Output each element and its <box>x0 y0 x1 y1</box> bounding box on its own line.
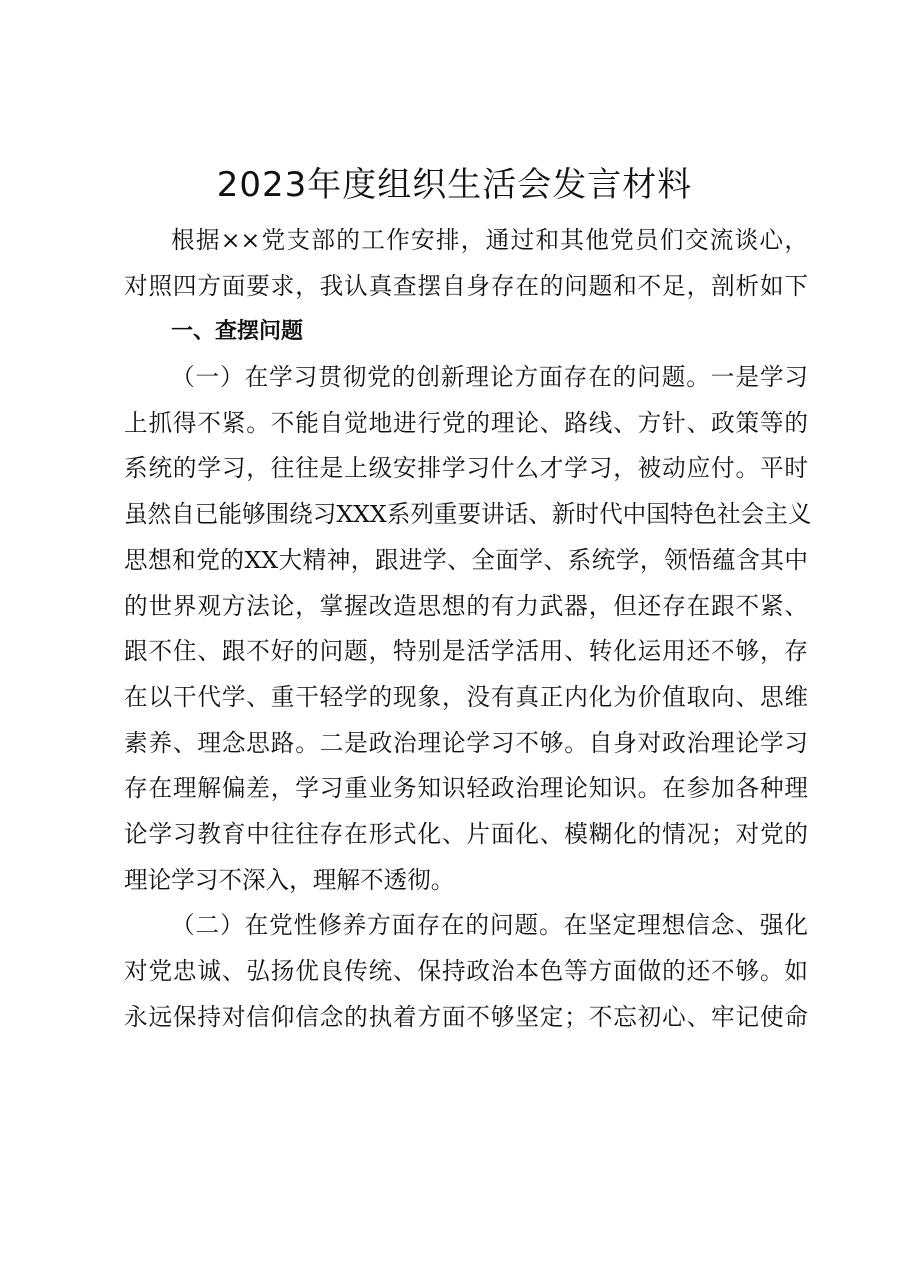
paragraph-line: 理论学习不深入，理解不透彻。 <box>124 865 455 894</box>
paragraph-line: （二）在党性修养方面存在的问题。在坚定理想信念、强化 <box>171 911 808 940</box>
document-title: 2023年度组织生活会发言材料 <box>216 165 693 205</box>
paragraph-line: 跟不住、跟不好的问题，特别是活学活用、转化运用还不够，存 <box>124 637 808 666</box>
intro-line: 对照四方面要求，我认真查摆自身存在的问题和不足，剖析如下 <box>124 271 808 300</box>
paragraph-line: 在以干代学、重干轻学的现象，没有真正内化为价值取向、思维 <box>124 682 808 711</box>
paragraph-line: 虽然自已能够围绕习XXX系列重要讲话、新时代中国特色社会主义 <box>124 500 812 529</box>
document-body <box>124 218 812 1040</box>
intro-line: 根据××党支部的工作安排，通过和其他党员们交流谈心， <box>171 226 808 254</box>
paragraph-line: 对党忠诚、弘扬优良传统、保持政治本色等方面做的还不够。如 <box>124 957 808 985</box>
paragraph-line: 论学习教育中往往存在形式化、片面化、模糊化的情况；对党的 <box>124 819 808 848</box>
paragraph-line: 的世界观方法论，掌握改造思想的有力武器，但还存在跟不紧、 <box>124 591 808 620</box>
paragraph-line: 上抓得不紧。不能自觉地进行党的理论、路线、方针、政策等的 <box>124 408 808 437</box>
paragraph-line: 思想和党的XX大精神，跟进学、全面学、系统学，领悟蕴含其中 <box>124 545 808 574</box>
paragraph-line: 存在理解偏差，学习重业务知识轻政治理论知识。在参加各种理 <box>124 774 808 803</box>
paragraph-line: 系统的学习，往往是上级安排学习什么才学习，被动应付。平时 <box>124 454 808 483</box>
section-heading: 一、查摆问题 <box>171 319 304 345</box>
paragraph-line: 永远保持对信仰信念的执着方面不够坚定；不忘初心、牢记使命 <box>124 1002 808 1031</box>
paragraph-line: （一）在学习贯彻党的创新理论方面存在的问题。一是学习 <box>171 363 808 392</box>
paragraph-line: 素养、理念思路。二是政治理论学习不够。自身对政治理论学习 <box>124 728 808 757</box>
